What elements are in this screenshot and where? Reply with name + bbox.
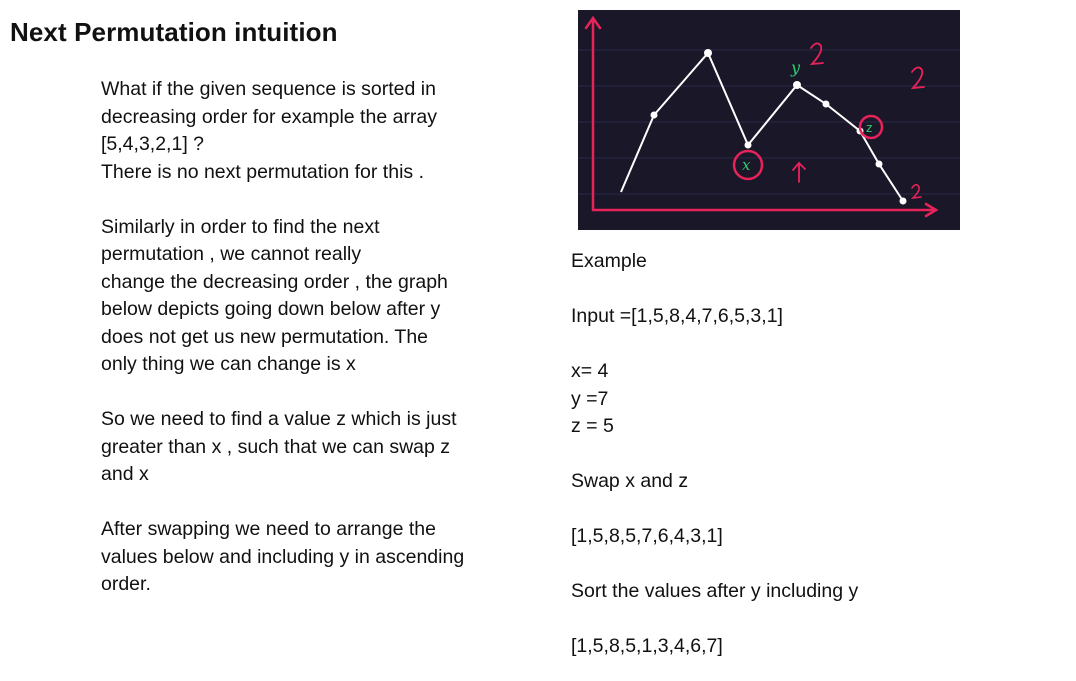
- y-label: y: [791, 58, 801, 77]
- example-y-value: y =7: [571, 387, 609, 410]
- explanation-text: [101, 76, 511, 599]
- two-mark-bottom: [912, 185, 921, 198]
- example-result: [1,5,8,5,1,3,4,6,7]: [571, 635, 723, 657]
- axes: [586, 18, 936, 216]
- x-label: x: [742, 156, 751, 174]
- permutation-graph-figure: [578, 10, 960, 230]
- z-label: z: [866, 121, 873, 135]
- text-line: and x: [101, 463, 149, 485]
- two-mark-y: [811, 43, 823, 64]
- text-line: After swapping we need to arrange the: [101, 518, 436, 540]
- text-line: values below and including y in ascending: [101, 545, 465, 568]
- text-line: change the decreasing order , the graph: [101, 270, 448, 293]
- page-title: Next Permutation intuition: [10, 17, 338, 47]
- text-line: What if the given sequence is sorted in: [101, 78, 436, 100]
- paragraph-arrange: [101, 516, 511, 599]
- two-mark-top: [912, 67, 924, 88]
- example-sort-step: Sort the values after y including y: [571, 580, 859, 602]
- text-line: permutation , we cannot really: [101, 243, 362, 265]
- text-line: greater than x , such that we can swap z: [101, 435, 451, 458]
- example-z-value: z = 5: [571, 415, 614, 437]
- up-arrow-mark: [793, 163, 805, 182]
- text-line: order.: [101, 573, 151, 595]
- paragraph-find-z: [101, 406, 511, 489]
- example-input: Input =[1,5,8,4,7,6,5,3,1]: [571, 305, 783, 327]
- ruled-lines: [578, 50, 960, 194]
- text-line: does not get us new permutation. The: [101, 325, 429, 348]
- example-swap-step: Swap x and z: [571, 470, 689, 492]
- paragraph-decreasing: [101, 76, 511, 186]
- permutation-graph: [578, 10, 960, 230]
- paragraph-change-x: [101, 214, 511, 379]
- text-line: below depicts going down below after y: [101, 298, 441, 320]
- example-after-swap: [1,5,8,5,7,6,4,3,1]: [571, 525, 723, 547]
- example-heading: Example: [571, 250, 647, 272]
- text-line: Similarly in order to find the next: [101, 215, 380, 238]
- text-line: So we need to find a value z which is just: [101, 408, 457, 430]
- example-x-value: x= 4: [571, 360, 609, 382]
- text-line: decreasing order for example the array: [101, 105, 438, 128]
- example-section: [571, 248, 1051, 661]
- text-line: [5,4,3,2,1] ?: [101, 133, 204, 155]
- text-line: There is no next permutation for this .: [101, 160, 424, 183]
- text-line: only thing we can change is x: [101, 353, 356, 375]
